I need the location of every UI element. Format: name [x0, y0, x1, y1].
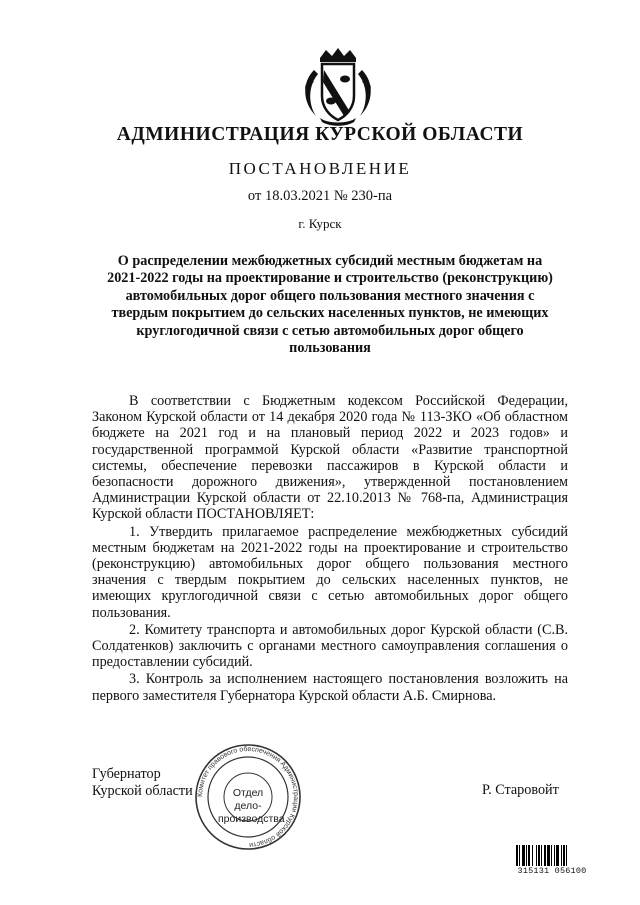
document-subject — [88, 253, 572, 357]
signatory-title-line1: Губернатор — [92, 766, 161, 782]
coat-of-arms-icon — [298, 46, 378, 128]
subject-line: автомобильных дорог общего пользования местного значения с — [125, 287, 535, 304]
subject-line: 2021-2022 годы на проектирование и строительство (реконструкцию) — [107, 270, 553, 287]
stamp-line3: производства — [218, 813, 285, 825]
city-label: г. Курск — [298, 216, 342, 231]
document-type: ПОСТАНОВЛЕНИЕ — [228, 159, 412, 178]
organization-title: АДМИНИСТРАЦИЯ КУРСКОЙ ОБЛАСТИ — [116, 124, 524, 145]
resolution-item-3: 3. Контроль за исполнением настоящего постановления возложить на первого заместителя Губернатора Курской области А.Б. Смирнова. — [92, 671, 568, 704]
subject-line: твердым покрытием до сельских населенных пунктов, не имеющих — [111, 305, 549, 322]
document-body — [92, 393, 568, 705]
resolution-item-1: 1. Утвердить прилагаемое распределение межбюджетных субсидий местным бюджетам на 2021-2022 годы на проектирование и строительство (реконструкцию) автомобильных дорог общего пользования местного значения с твердым покрытием до сельских населенных пунктов, не имеющих круглогодичной связи с сетью автомобильных дорог общего пользования. — [92, 523, 568, 621]
preamble-paragraph: В соответствии с Бюджетным кодексом Российской Федерации, Законом Курской области от 14 декабря 2020 года № 113-ЗКО «Об областном бюджете на 2021 год и на плановый период 2022 и 2023 годов» и государственной программой Курской области «Развитие транспортной системы, обеспечение перевозки пассажиров в Курской области и безопасности дорожного движения», утвержденной постановлением Администрации Курской области от 22.10.2013 № 768-па, Администрация Курской области ПОСТАНОВЛЯЕТ: — [92, 393, 568, 523]
signatory-title — [92, 766, 193, 800]
stamp-line1: Отдел — [232, 787, 264, 799]
stamp-ring-text: Комитет правового обеспечения Администрации Курской области — [196, 745, 300, 849]
resolution-item-2: 2. Комитету транспорта и автомобильных дорог Курской области (С.В. Солдатенков) заключить с органами местного самоуправления соглашения о предоставлении субсидий. — [92, 621, 568, 671]
barcode-number: 315131 056100 — [510, 866, 594, 876]
document-number: от 18.03.2021 № 230-па — [247, 188, 393, 204]
stamp-center-text — [218, 787, 285, 826]
subject-line: круглогодичной связи с сетью автомобильных дорог общего — [136, 322, 524, 339]
subject-line: пользования — [289, 340, 371, 357]
signatory-name: Р. Старовойт — [482, 782, 559, 798]
signatory-title-line2: Курской области — [92, 783, 193, 799]
stamp-line2: дело- — [234, 800, 262, 812]
subject-line: О распределении межбюджетных субсидий местным бюджетам на — [117, 253, 543, 269]
